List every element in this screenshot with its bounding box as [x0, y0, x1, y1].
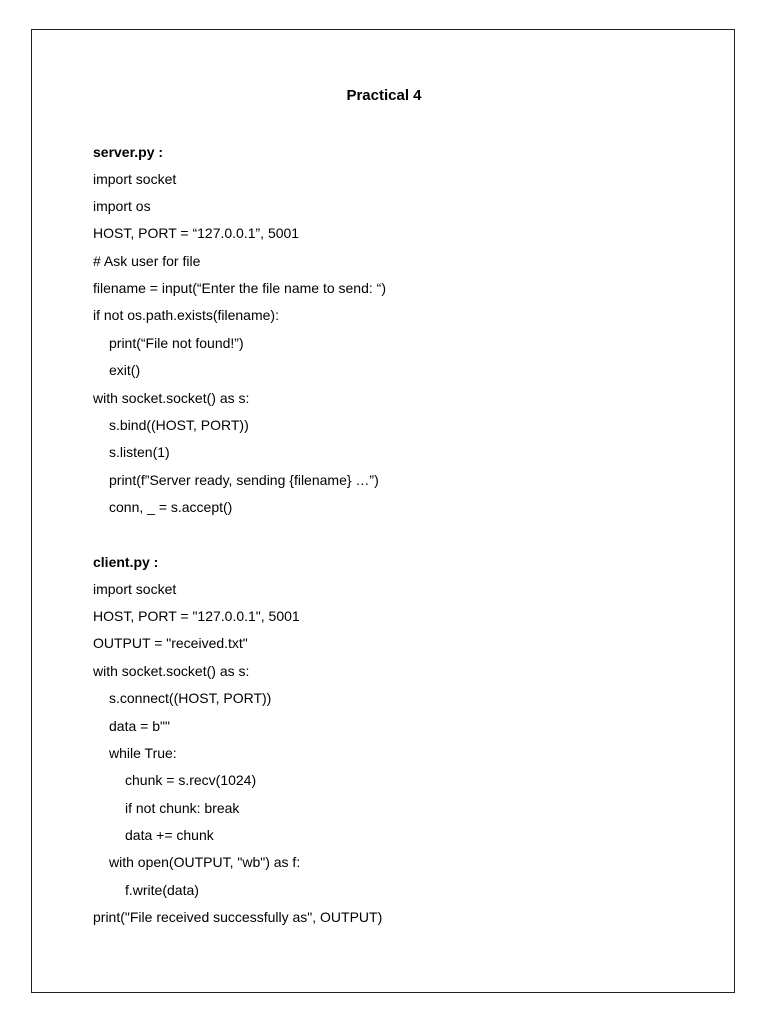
code-line: filename = input(“Enter the file name to send: “)	[93, 280, 386, 296]
document-title: Practical 4	[346, 87, 422, 104]
code-line: while True:	[109, 745, 177, 761]
code-line: OUTPUT = "received.txt"	[93, 635, 248, 651]
code-line: exit()	[109, 362, 141, 378]
code-line: with socket.socket() as s:	[93, 663, 250, 679]
code-line: import socket	[93, 171, 177, 187]
code-line: s.bind((HOST, PORT))	[109, 417, 249, 433]
code-line: with socket.socket() as s:	[93, 390, 250, 406]
code-line: import os	[93, 198, 151, 214]
code-line: s.connect((HOST, PORT))	[109, 690, 272, 706]
client-heading: client.py :	[93, 554, 159, 570]
code-line: print(f”Server ready, sending {filename} …”)	[109, 472, 379, 488]
code-line: with open(OUTPUT, "wb") as f:	[109, 854, 301, 870]
code-line: f.write(data)	[125, 882, 199, 898]
code-line: HOST, PORT = “127.0.0.1”, 5001	[93, 225, 300, 241]
code-line: import socket	[93, 581, 177, 597]
code-line: s.listen(1)	[109, 444, 170, 460]
code-line: print("File received successfully as", OUTPUT)	[93, 909, 383, 925]
code-line: conn, _ = s.accept()	[109, 499, 233, 515]
code-line: print(“File not found!”)	[109, 335, 244, 351]
code-line: data = b""	[109, 718, 170, 734]
code-line: if not chunk: break	[125, 800, 240, 816]
code-line: HOST, PORT = "127.0.0.1", 5001	[93, 608, 300, 624]
code-line: if not os.path.exists(filename):	[93, 307, 279, 323]
code-comment: # Ask user for file	[93, 253, 201, 269]
code-line: chunk = s.recv(1024)	[125, 772, 257, 788]
server-heading: server.py :	[93, 144, 164, 160]
code-line: data += chunk	[125, 827, 214, 843]
